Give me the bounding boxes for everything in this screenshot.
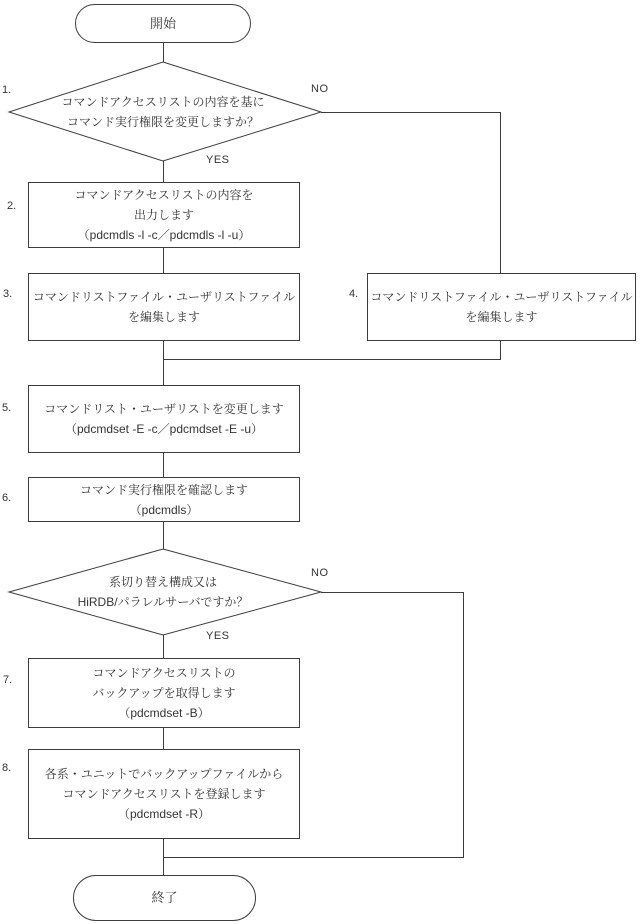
no-label-2: NO <box>311 567 329 579</box>
decision-2-line: 系切り替え構成又は <box>108 575 217 589</box>
decision-1-line: コマンドアクセスリストの内容を基に <box>61 95 265 109</box>
process-2-line: （pdcmdls -l -c／pdcmdls -l -u） <box>77 228 251 242</box>
step-number-6: 6. <box>2 492 12 504</box>
yes-label-2: YES <box>206 630 230 642</box>
process-box-3 <box>28 273 300 341</box>
decision-1-line: コマンド実行権限を変更しますか？ <box>66 115 259 129</box>
step-number-7: 7. <box>3 674 13 686</box>
step-number-3: 3. <box>3 288 13 300</box>
process-box-4 <box>367 273 636 341</box>
process-8-line: コマンドアクセスリストを登録します <box>62 787 266 801</box>
decision-2-text <box>13 572 313 612</box>
process-2-line: コマンドアクセスリストの内容を <box>74 188 254 202</box>
process-box-2 <box>28 182 300 248</box>
process-4-line: コマンドリストファイル・ユーザリストファイル <box>370 290 633 304</box>
process-6-line: （pdcmdls） <box>129 502 199 517</box>
process-5-line: コマンドリスト・ユーザリストを変更します <box>44 402 284 416</box>
connector-box4-merge <box>164 341 501 360</box>
process-8-line: 各系・ユニットでバックアップファイルから <box>44 767 284 781</box>
process-8-line: （pdcmdset -R） <box>117 807 211 821</box>
start-terminal-label: 開始 <box>149 15 176 31</box>
process-4-line: を編集します <box>465 310 538 324</box>
process-5-line: （pdcmdset -E -c／pdcmdset -E -u） <box>64 422 264 436</box>
end-terminal-label: 終了 <box>151 890 178 905</box>
step-number-2: 2. <box>7 200 17 212</box>
step-number-4: 4. <box>349 288 359 300</box>
process-7-line: コマンドアクセスリストの <box>92 666 236 680</box>
process-box-8 <box>28 749 300 839</box>
connector-no1-branch <box>321 113 501 274</box>
step-number-5: 5. <box>2 402 12 414</box>
process-box-6 <box>28 477 300 522</box>
step-number-1: 1. <box>2 84 12 96</box>
end-terminal <box>73 875 256 921</box>
process-box-7 <box>28 658 300 728</box>
decision-2-line: HiRDB/パラレルサーバですか？ <box>77 595 249 609</box>
start-terminal <box>75 4 251 43</box>
process-3-line: コマンドリストファイル・ユーザリストファイル <box>32 290 296 304</box>
process-3-line: を編集します <box>127 310 200 324</box>
process-7-line: バックアップを取得します <box>92 686 236 700</box>
step-number-8: 8. <box>2 762 12 774</box>
process-box-5 <box>28 385 300 453</box>
no-label-1: NO <box>311 83 329 95</box>
process-2-line: 出力します <box>133 208 194 222</box>
process-7-line: （pdcmdset -B） <box>118 706 210 720</box>
decision-1-text <box>13 84 313 140</box>
yes-label-1: YES <box>206 154 230 166</box>
process-6-line: コマンド実行権限を確認します <box>79 482 248 497</box>
